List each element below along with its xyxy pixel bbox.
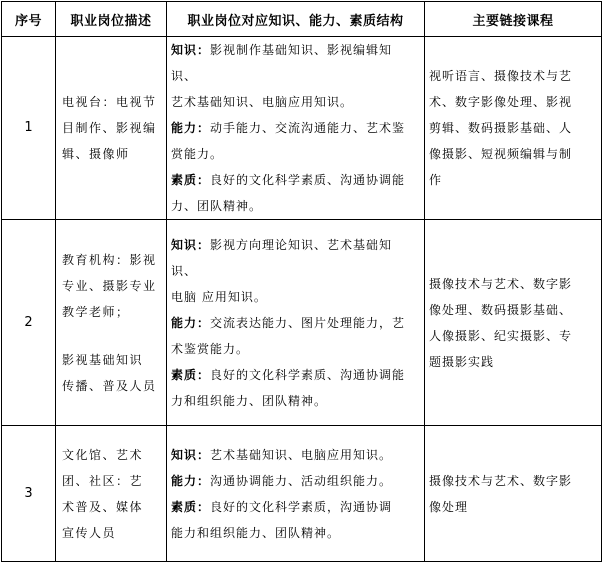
header-structure: 职业岗位对应知识、能力、素质结构 bbox=[167, 2, 425, 37]
course-line: 摄像技术与艺术、数字影 bbox=[429, 473, 573, 488]
course-line: 像处理、数码摄影基础、 bbox=[429, 302, 573, 317]
header-position: 职业岗位描述 bbox=[56, 2, 167, 37]
quality-label: 素质： bbox=[171, 173, 211, 187]
position-description bbox=[56, 220, 167, 426]
position-line: 教育机构：影视 bbox=[62, 252, 157, 267]
course-line: 作 bbox=[429, 173, 443, 187]
table-row bbox=[2, 220, 602, 426]
position-line: 传播、普及人员 bbox=[62, 378, 157, 393]
ability-label: 能力： bbox=[171, 473, 211, 488]
linked-courses bbox=[425, 220, 602, 426]
quality-text: 能力和组织能力、团队精神。 bbox=[171, 525, 341, 540]
ability-label: 能力： bbox=[171, 121, 211, 135]
course-line: 人像摄影、纪实摄影、专 bbox=[429, 328, 573, 343]
course-line: 像处理 bbox=[429, 499, 469, 514]
row-number: 2 bbox=[2, 220, 56, 426]
position-line: 文化馆、艺术 bbox=[62, 447, 144, 462]
ability-text: 沟通协调能力、活动组织能力。 bbox=[210, 473, 393, 488]
ability-line bbox=[171, 310, 418, 336]
position-line: 辑、摄像师 bbox=[62, 147, 130, 161]
ability-text: 交流表达能力、图片处理能力，艺 bbox=[210, 315, 406, 330]
quality-text: 力和组织能力、团队精神。 bbox=[171, 393, 328, 408]
knowledge-line bbox=[171, 37, 418, 89]
header-courses: 主要链接课程 bbox=[425, 2, 602, 37]
ability-text: 术鉴赏能力。 bbox=[171, 341, 250, 356]
course-line: 像摄影、短视频编辑与制 bbox=[429, 147, 573, 161]
ability-line bbox=[171, 115, 418, 141]
quality-label: 素质： bbox=[171, 367, 211, 382]
quality-line bbox=[171, 494, 418, 520]
quality-line bbox=[171, 167, 418, 193]
quality-text: 良好的文化科学素质、沟通协调能 bbox=[210, 367, 406, 382]
knowledge-line bbox=[171, 232, 418, 284]
position-line: 影视基础知识 bbox=[62, 352, 144, 367]
linked-courses bbox=[425, 426, 602, 562]
ability-label: 能力： bbox=[171, 315, 211, 330]
position-line: 专业、摄影专业 bbox=[62, 278, 157, 293]
quality-label: 素质： bbox=[171, 499, 211, 514]
position-line: 目制作、影视编 bbox=[62, 121, 157, 135]
knowledge-line bbox=[171, 442, 418, 468]
knowledge-structure bbox=[167, 220, 425, 426]
quality-text: 力、团队精神。 bbox=[171, 199, 263, 213]
knowledge-text: 艺术基础知识、电脑应用知识。 bbox=[171, 95, 354, 109]
position-line: 宣传人员 bbox=[62, 525, 117, 540]
knowledge-text: 影视制作基础知识、影视编辑知识、 bbox=[171, 43, 393, 83]
table-row bbox=[2, 426, 602, 562]
ability-line bbox=[171, 468, 418, 494]
ability-text: 动手能力、交流沟通能力、艺术鉴 bbox=[210, 121, 406, 135]
knowledge-text: 艺术基础知识、电脑应用知识。 bbox=[210, 447, 393, 462]
course-line: 视听语言、摄像技术与艺 bbox=[429, 69, 573, 83]
knowledge-structure bbox=[167, 37, 425, 220]
quality-text: 良好的文化科学素质、沟通协调能 bbox=[210, 173, 406, 187]
quality-text: 良好的文化科学素质，沟通协调 bbox=[210, 499, 393, 514]
position-description bbox=[56, 426, 167, 562]
knowledge-structure bbox=[167, 426, 425, 562]
knowledge-text: 影视方向理论知识、艺术基础知识、 bbox=[171, 237, 393, 278]
position-line: 教学老师； bbox=[62, 304, 130, 319]
knowledge-text: 电脑 应用知识。 bbox=[171, 289, 267, 304]
career-course-table bbox=[1, 1, 602, 562]
knowledge-label: 知识： bbox=[171, 447, 211, 462]
ability-text: 赏能力。 bbox=[171, 147, 224, 161]
position-line: 电视台：电视节 bbox=[62, 95, 157, 109]
row-number: 1 bbox=[2, 37, 56, 220]
quality-line bbox=[171, 362, 418, 388]
header-row bbox=[2, 2, 602, 37]
position-description bbox=[56, 37, 167, 220]
spacer bbox=[62, 325, 160, 347]
table-row bbox=[2, 37, 602, 220]
knowledge-label: 知识： bbox=[171, 237, 211, 252]
position-line: 团、社区：艺 bbox=[62, 473, 144, 488]
course-line: 剪辑、数码摄影基础、人 bbox=[429, 121, 573, 135]
course-line: 术、数字影像处理、影视 bbox=[429, 95, 573, 109]
course-line: 摄像技术与艺术、数字影 bbox=[429, 276, 573, 291]
header-number: 序号 bbox=[2, 2, 56, 37]
position-line: 术普及、媒体 bbox=[62, 499, 144, 514]
linked-courses bbox=[425, 37, 602, 220]
course-line: 题摄影实践 bbox=[429, 354, 495, 369]
knowledge-label: 知识： bbox=[171, 43, 211, 57]
row-number: 3 bbox=[2, 426, 56, 562]
